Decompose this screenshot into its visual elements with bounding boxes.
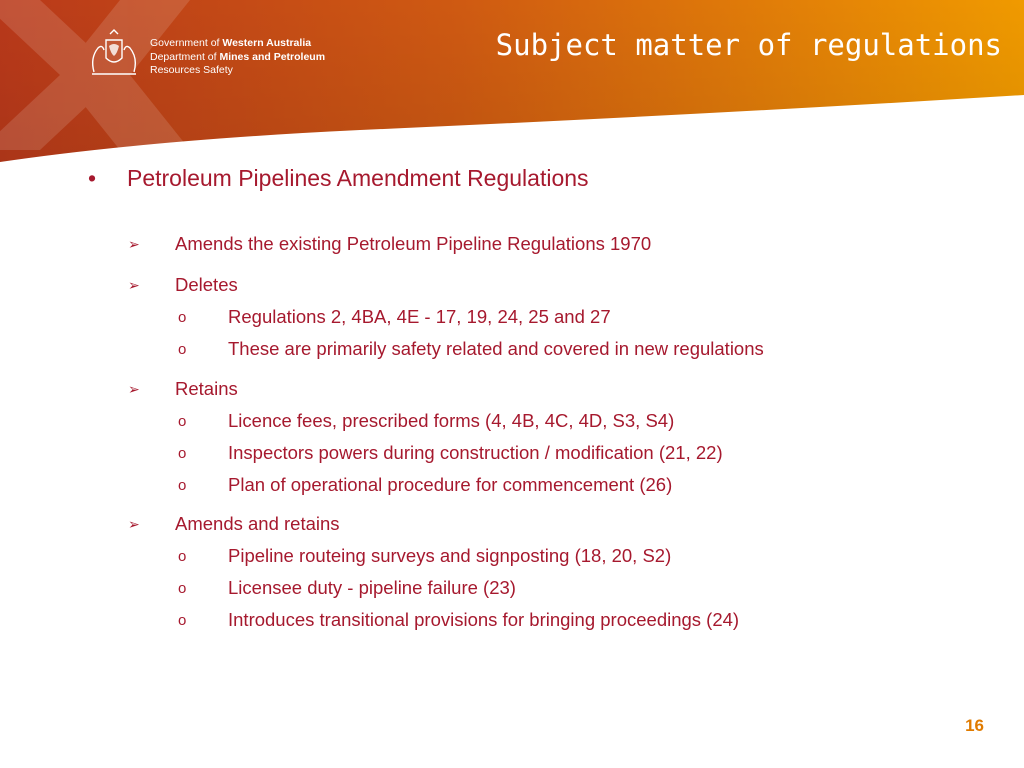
circle-bullet-icon: o (178, 477, 187, 494)
circle-bullet-icon: o (178, 413, 187, 430)
circle-bullet-icon: o (178, 580, 187, 597)
arrow-bullet-icon: ➢ (128, 236, 140, 252)
arrow-bullet-icon: ➢ (128, 381, 140, 397)
slide-title: Subject matter of regulations (495, 28, 1002, 62)
org-line-1: Government of Western Australia (150, 37, 312, 49)
page-number: 16 (965, 716, 984, 735)
bullet-dot-icon: • (88, 165, 97, 191)
circle-bullet-icon: o (178, 612, 187, 629)
circle-bullet-icon: o (178, 309, 187, 326)
circle-bullet-icon: o (178, 341, 187, 358)
org-line-3: Resources Safety (150, 64, 233, 76)
slide-content: • Petroleum Pipelines Amendment Regulations ➢ Amends the existing Petroleum Pipeline Regulations 1970 ➢ Deletes o Regulations 2, 4BA, 4E - 17, 19, 24, 25 and 27 o These are primarily safety related and covered in new regulations ➢ Retains o Licence fees, prescribed forms (4, 4B, 4C, 4D, S3, S4) o Inspectors powers during construction / modification (21, 22) o Plan of operational procedure for commencement (26) ➢ Amends and retains o Pipeline routeing surveys and signposting (18, 20, S2) o Licensee duty - pipeline failure (23) o Introduces transitional provisions for bringing proceedings (24) (88, 165, 764, 630)
circle-bullet-icon: o (178, 445, 187, 462)
circle-bullet-icon: o (178, 548, 187, 565)
arrow-bullet-icon: ➢ (128, 516, 140, 532)
arrow-bullet-icon: ➢ (128, 277, 140, 293)
main-bullet-text: Petroleum Pipelines Amendment Regulations (127, 165, 589, 191)
org-line-2: Department of Mines and Petroleum (150, 50, 326, 63)
